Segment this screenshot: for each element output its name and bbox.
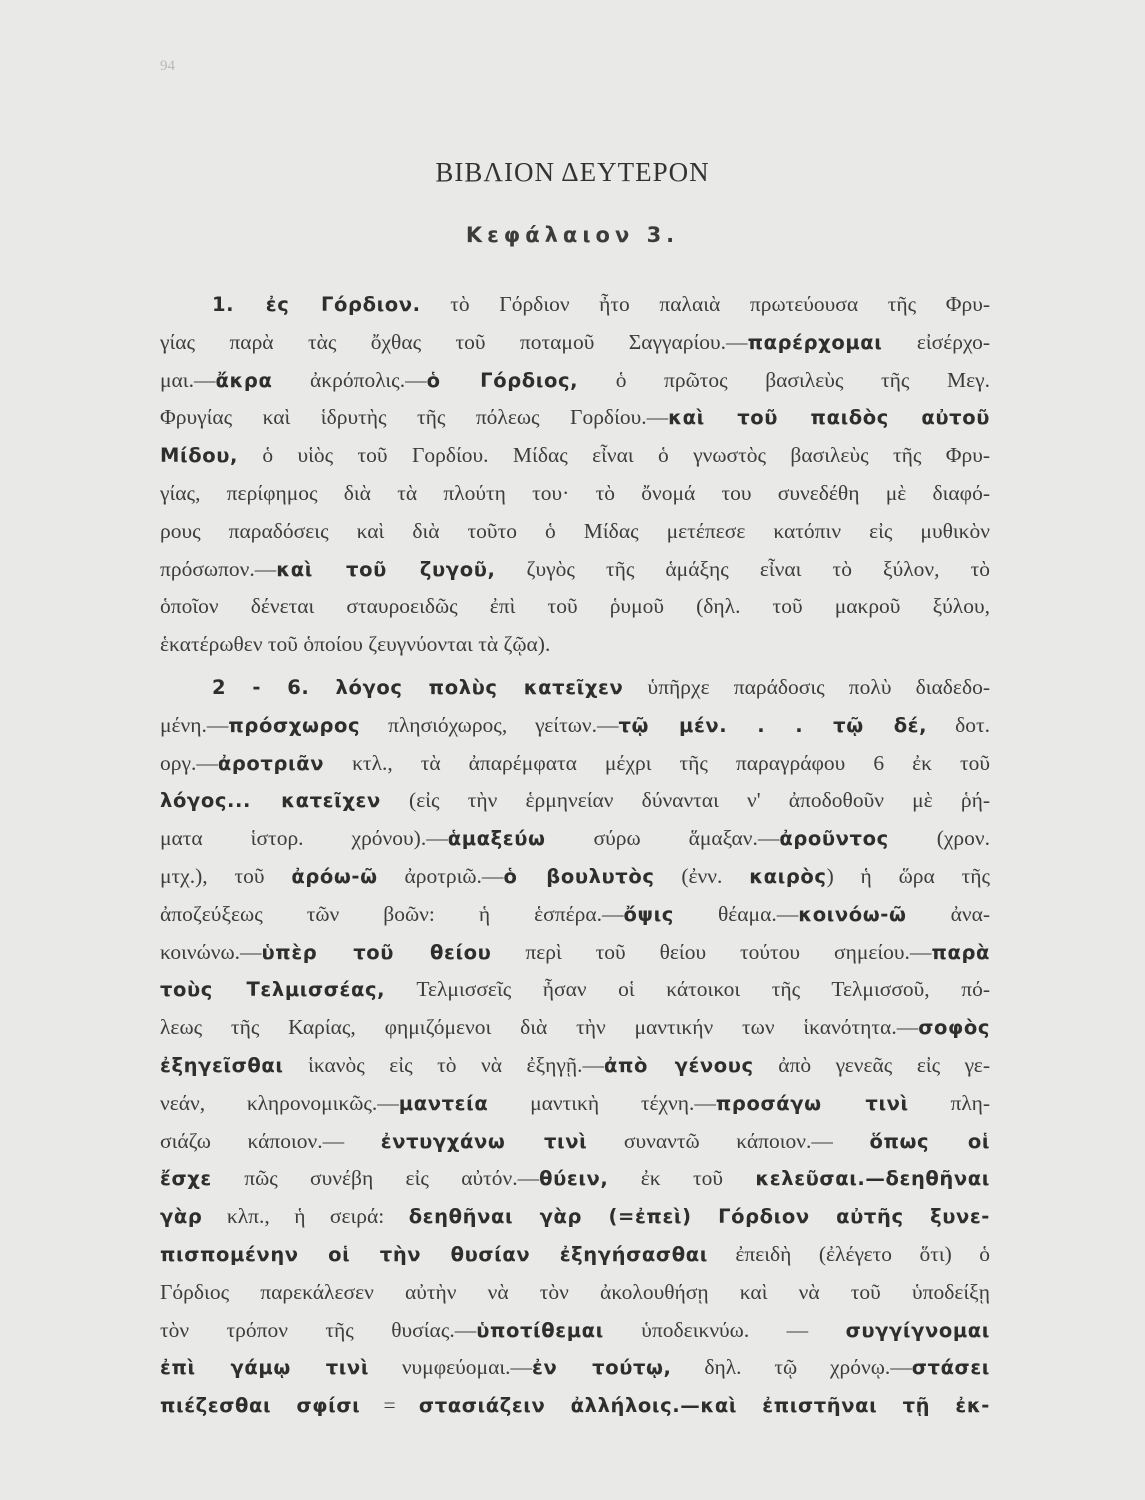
lemma: πισπομένην οἱ τὴν θυσίαν ἐξηγήσασθαι <box>160 1242 708 1266</box>
gloss: λεως τῆς Καρίας, φημιζόμενοι διὰ τὴν μαντικήν των ἱκανότητα.— <box>160 1015 919 1040</box>
gloss: (ἐνν. <box>654 863 750 888</box>
lemma: κοινόω-ῶ <box>798 902 907 926</box>
text-line <box>160 1198 990 1236</box>
lemma: 2 - 6. λόγος πολὺς κατεῖχεν <box>212 676 624 699</box>
text-line <box>160 437 990 475</box>
gloss: ὁ πρῶτος βασιλεὺς τῆς Μεγ. <box>578 367 990 392</box>
gloss: ἀποζεύξεως τῶν βοῶν: ἡ ἑσπέρα.— <box>160 901 624 926</box>
text-line <box>160 1349 990 1387</box>
gloss: περὶ τοῦ θείου τούτου σημείου.— <box>491 939 932 964</box>
lemma: Μίδου, <box>160 444 238 468</box>
lemma: μαντεία <box>398 1091 489 1115</box>
text-line: Γόρδιος παρεκάλεσεν αὐτὴν νὰ τὸν ἀκολουθήσῃ καὶ νὰ τοῦ ὑποδείξῃ <box>160 1279 990 1304</box>
text-line <box>160 745 990 783</box>
gloss: ὁ υἱὸς τοῦ Γορδίου. Μίδας εἶναι ὁ γνωστὸς βασιλεὺς τῆς Φρυ- <box>237 443 990 468</box>
text-line <box>160 1387 990 1425</box>
gloss: κτλ., τὰ ἀπαρέμφατα μέχρι τῆς παραγράφου 6 ἐκ τοῦ <box>324 750 990 775</box>
lemma: θύειν, <box>539 1167 609 1191</box>
paragraph-2 <box>160 669 990 1425</box>
gloss: ἀπὸ γενεᾶς εἰς γε- <box>753 1052 990 1077</box>
lemma: σοφὸς <box>918 1016 990 1040</box>
text-line <box>160 669 990 707</box>
gloss: (χρον. <box>888 826 990 851</box>
gloss: πῶς συνέβη εἰς αὐτόν.— <box>211 1166 540 1191</box>
text-line: ἑκατέρωθεν τοῦ ὁποίου ζευγνύονται τὰ ζῷα). <box>160 632 551 657</box>
lemma: προσάγω τινὶ <box>715 1091 909 1115</box>
gloss: ἀνα- <box>906 901 990 926</box>
text-line <box>160 1123 990 1161</box>
gloss: κοινώνω.— <box>160 939 262 964</box>
lemma: ἐντυγχάνω τινὶ <box>380 1129 588 1153</box>
lemma: ὁ βουλυτὸς <box>503 864 655 888</box>
gloss: δοτ. <box>927 712 990 737</box>
lemma: ὑπὲρ τοῦ θείου <box>261 940 492 964</box>
lemma: καὶ τοῦ παιδὸς αὐτοῦ <box>668 406 990 430</box>
lemma: ἁμαξεύω <box>447 827 546 851</box>
lemma: ὁ Γόρδιος, <box>426 368 579 392</box>
gloss: μένη.— <box>160 712 229 737</box>
gloss: μαι.— <box>160 367 216 392</box>
lemma: ὑποτίθεμαι <box>476 1318 604 1342</box>
gloss: Φρυγίας καὶ ἱδρυτὴς τῆς πόλεως Γορδίου.— <box>160 405 669 430</box>
lemma: 1. ἐς Γόρδιον. <box>212 293 421 316</box>
lemma: ἀρόω-ῶ <box>291 864 378 888</box>
lemma: ὅπως οἱ <box>869 1129 991 1153</box>
paragraph-1 <box>160 286 990 664</box>
gloss: νυμφεύομαι.— <box>369 1355 532 1380</box>
gloss: πρόσωπον.— <box>160 556 277 581</box>
gloss: πλησιόχωρος, γείτων.— <box>360 712 619 737</box>
lemma: ἄκρα <box>215 368 273 392</box>
lemma: ἔσχε <box>160 1167 212 1191</box>
gloss: Τελμισσεῖς ἦσαν οἱ κάτοικοι τῆς Τελμισσοῦ, πό- <box>385 977 990 1002</box>
lemma: λόγος... κατεῖχεν <box>160 789 381 813</box>
text-line <box>160 362 990 400</box>
gloss: συναντῶ κάποιον.— <box>587 1128 870 1153</box>
gloss: ὑποδεικνύω. — <box>603 1317 846 1342</box>
lemma: τῷ μέν. . . τῷ δέ, <box>618 713 928 737</box>
gloss: σιάζω κάποιον.— <box>160 1128 381 1153</box>
lemma: ἀπὸ γένους <box>604 1053 754 1077</box>
text-line: γίας, περίφημος διὰ τὰ πλούτη του· τὸ ὄνομά του συνεδέθη μὲ διαφό- <box>160 480 990 505</box>
lemma: ἀροτριᾶν <box>217 751 325 775</box>
lemma: καιρὸς <box>749 864 827 888</box>
lemma: παρέρχομαι <box>747 330 883 354</box>
lemma: ὄψις <box>623 902 674 926</box>
text-line <box>160 551 990 589</box>
text-line: ρους παραδόσεις καὶ διὰ τοῦτο ὁ Μίδας μετέπεσε κατόπιν εἰς μυθικὸν <box>160 518 990 543</box>
text-line <box>160 399 990 437</box>
gloss: ἀκρόπολις.— <box>272 367 427 392</box>
gloss: εἰσέρχο- <box>882 329 991 354</box>
gloss: νεάν, κληρονομικῶς.— <box>160 1090 399 1115</box>
gloss: (εἰς τὴν ἑρμηνείαν δύνανται ν' ἀποδοθοῦν μὲ ῥή- <box>380 788 990 813</box>
lemma: πιέζεσθαι σφίσι <box>160 1394 361 1418</box>
text-line <box>160 1085 990 1123</box>
gloss: ὑπῆρχε παράδοσις πολὺ διαδεδο- <box>623 675 990 699</box>
text-line <box>160 971 990 1009</box>
text-line <box>160 1047 990 1085</box>
text-line <box>160 1009 990 1047</box>
text-line: ὁποῖον δένεται σταυροειδῶς ἐπὶ τοῦ ῥυμοῦ (δηλ. τοῦ μακροῦ ξύλου, <box>160 594 990 619</box>
text-line <box>160 820 990 858</box>
lemma: συγγίγνομαι <box>845 1318 990 1342</box>
lemma: κελεῦσαι.—δεηθῆναι <box>755 1167 990 1191</box>
gloss: οργ.— <box>160 750 218 775</box>
gloss: ἐκ τοῦ <box>608 1166 756 1191</box>
lemma: παρὰ <box>931 940 991 964</box>
gloss: ) ἡ ὥρα τῆς <box>826 863 990 888</box>
book-title: ΒΙΒΛΙΟΝ ΔΕΥΤΕΡΟΝ <box>435 157 710 187</box>
lemma: ἐπὶ γάμῳ τινὶ <box>160 1356 370 1380</box>
text-line <box>160 934 990 972</box>
text-line <box>160 896 990 934</box>
lemma: γὰρ <box>160 1205 203 1229</box>
gloss: σύρω ἅμαξαν.— <box>545 826 780 851</box>
gloss: θέαμα.— <box>673 901 799 926</box>
lemma: ἐξηγεῖσθαι <box>160 1053 284 1077</box>
text-line <box>160 858 990 896</box>
gloss: τὸ Γόρδιον ἦτο παλαιὰ πρωτεύουσα τῆς Φρυ- <box>420 292 990 316</box>
gloss: μτχ.), τοῦ <box>160 863 292 888</box>
gloss: τὸν τρόπον τῆς θυσίας.— <box>160 1317 477 1342</box>
gloss: ἀροτριῶ.— <box>377 863 504 888</box>
lemma: ἐν τούτῳ, <box>532 1356 672 1380</box>
gloss: γίας παρὰ τὰς ὄχθας τοῦ ποταμοῦ Σαγγαρίου.— <box>160 329 748 354</box>
lemma: στασιάζειν ἀλλήλοις.—καὶ ἐπιστῆναι τῇ ἐκ- <box>418 1394 990 1418</box>
gloss: κλπ., ἡ σειρά: <box>202 1204 409 1229</box>
lemma: δεηθῆναι γὰρ (=ἐπεὶ) Γόρδιον αὐτῆς ξυνε- <box>408 1205 990 1229</box>
gloss: ζυγὸς τῆς ἁμάξης εἶναι τὸ ξύλον, τὸ <box>495 556 990 581</box>
text-line <box>160 707 990 745</box>
gloss: πλη- <box>908 1090 990 1115</box>
lemma: καὶ τοῦ ζυγοῦ, <box>276 557 496 581</box>
text-line <box>160 1160 990 1198</box>
lemma: στάσει <box>911 1356 991 1380</box>
text-line <box>160 286 990 324</box>
gloss: ἐπειδὴ (ἐλέγετο ὅτι) ὁ <box>707 1241 990 1266</box>
chapter-title: Κεφάλαιον 3. <box>465 223 680 247</box>
gloss: = <box>360 1393 419 1418</box>
lemma: πρόσχωρος <box>228 713 361 737</box>
gloss: ἱκανὸς εἰς τὸ νὰ ἐξηγῇ.— <box>283 1052 605 1077</box>
lemma: ἀροῦντος <box>779 827 889 851</box>
gloss: μαντικὴ τέχνη.— <box>488 1090 716 1115</box>
text-line <box>160 324 990 362</box>
text-line <box>160 1312 990 1350</box>
text-line <box>160 1236 990 1274</box>
page-number: 94 <box>160 58 175 74</box>
lemma: τοὺς Τελμισσέας, <box>160 978 386 1002</box>
text-line <box>160 782 990 820</box>
gloss: δηλ. τῷ χρόνῳ.— <box>671 1355 912 1380</box>
gloss: ματα ἱστορ. χρόνου).— <box>160 826 448 851</box>
